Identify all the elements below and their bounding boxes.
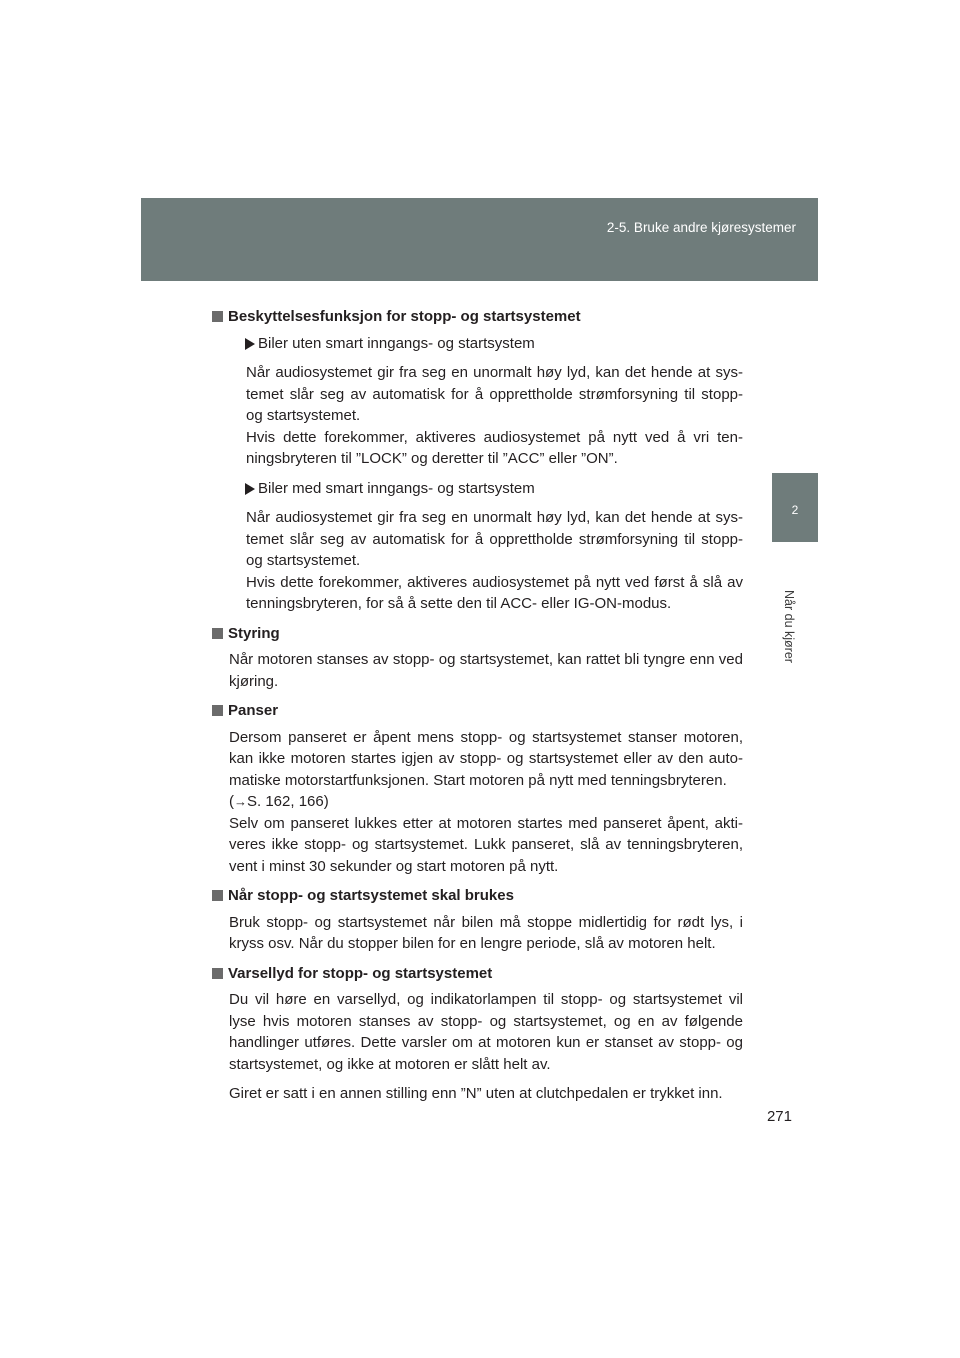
page-number: 271 [766, 1108, 792, 1125]
heading-text: Varsellyd for stopp- og startsystemet [228, 964, 493, 982]
paragraph [212, 507, 743, 615]
paragraph-line: Selv om panseret lukkes etter at motoren startes med panseret åpent, akti-veres ikke stopp- og startsystemet. Lukk panseret, slå av tenningsbryteren, vent i minst 30 sekunder og start motoren på nytt. [229, 814, 743, 875]
paragraph-line: Hvis dette forekommer, aktiveres audiosystemet på nytt ved å vri ten-ningsbryteren til ”LOCK” og deretter til ”ACC” eller ”ON”. [246, 428, 743, 467]
triangle-bullet-icon [245, 338, 255, 350]
paragraph: Giret er satt i en annen stilling enn ”N” uten at clutchpedalen er trykket inn. [229, 1085, 723, 1102]
chapter-tab [772, 473, 818, 542]
section-heading [212, 963, 743, 985]
paragraph-line: Dersom panseret er åpent mens stopp- og startsystemet stanser motoren, kan ikke motoren startes igjen av stopp- og startsystemet eller av den auto-matiske motorstartfunksjonen. Start motoren på nytt med tenningsbryteren. [229, 728, 743, 789]
page-content [212, 306, 743, 1113]
sub-bullet-label: Biler med smart inngangs- og startsystem [258, 479, 535, 497]
arrow-icon: → [234, 794, 247, 809]
section-heading [212, 700, 743, 722]
section-header: 2-5. Bruke andre kjøresystemer [606, 220, 796, 235]
square-bullet-icon [212, 968, 223, 979]
square-bullet-icon [212, 311, 223, 322]
chapter-number: 2 [791, 503, 799, 517]
sub-bullet [212, 333, 743, 355]
heading-text: Styring [228, 624, 280, 642]
paragraph: Du vil høre en varsellyd, og indikatorlampen til stopp- og startsystemet vil lyse hvis motoren stanses av stopp- og startsystemet, og en av følgende handlinger utføres. Dette varsler om at motoren kun er stanset av stopp- og startsystemet, og ikke at motoren er slått helt av. [229, 991, 743, 1073]
paragraph-line: Hvis dette forekommer, aktiveres audiosystemet på nytt ved først å slå av tenningsbryteren, for så å sette den til ACC- eller IG-ON-modus. [246, 573, 743, 612]
heading-text: Beskyttelsesfunksjon for stopp- og startsystemet [228, 308, 581, 325]
section-warning-sound [212, 963, 743, 1105]
section-usage [212, 885, 743, 955]
section-protection [212, 306, 743, 615]
page-reference: (→S. 162, 166) [229, 793, 329, 810]
square-bullet-icon [212, 890, 223, 901]
paragraph [212, 362, 743, 470]
paragraph: Når motoren stanses av stopp- og startsystemet, kan rattet bli tyngre enn ved kjøring. [229, 651, 743, 690]
header-bar [141, 198, 818, 281]
paragraph-line: Når audiosystemet gir fra seg en unormalt høy lyd, kan det hende at sys-temet slår seg av automatisk for å opprettholde strømforsyning til stopp- og startsystemet. [246, 509, 743, 569]
section-heading [212, 623, 743, 645]
paragraph-line: Når audiosystemet gir fra seg en unormalt høy lyd, kan det hende at sys-temet slår seg av automatisk for å opprettholde strømforsyning til stopp- og startsystemet. [246, 364, 743, 424]
chapter-label: Når du kjører [782, 590, 796, 663]
paragraph [212, 727, 743, 878]
paragraph: Bruk stopp- og startsystemet når bilen må stoppe midlertidig for rødt lys, i kryss osv. Når du stopper bilen for en lengre periode, slå av motoren helt. [229, 913, 743, 952]
reference-text: S. 162, 166 [247, 793, 324, 810]
square-bullet-icon [212, 628, 223, 639]
sub-bullet-label: Biler uten smart inngangs- og startsystem [258, 334, 535, 352]
section-heading [212, 306, 743, 328]
section-heading [212, 885, 743, 907]
section-hood [212, 700, 743, 877]
triangle-bullet-icon [245, 483, 255, 495]
heading-text: Når stopp- og startsystemet skal brukes [228, 887, 514, 904]
square-bullet-icon [212, 705, 223, 716]
section-steering [212, 623, 743, 693]
heading-text: Panser [228, 702, 279, 719]
sub-bullet [212, 478, 743, 500]
